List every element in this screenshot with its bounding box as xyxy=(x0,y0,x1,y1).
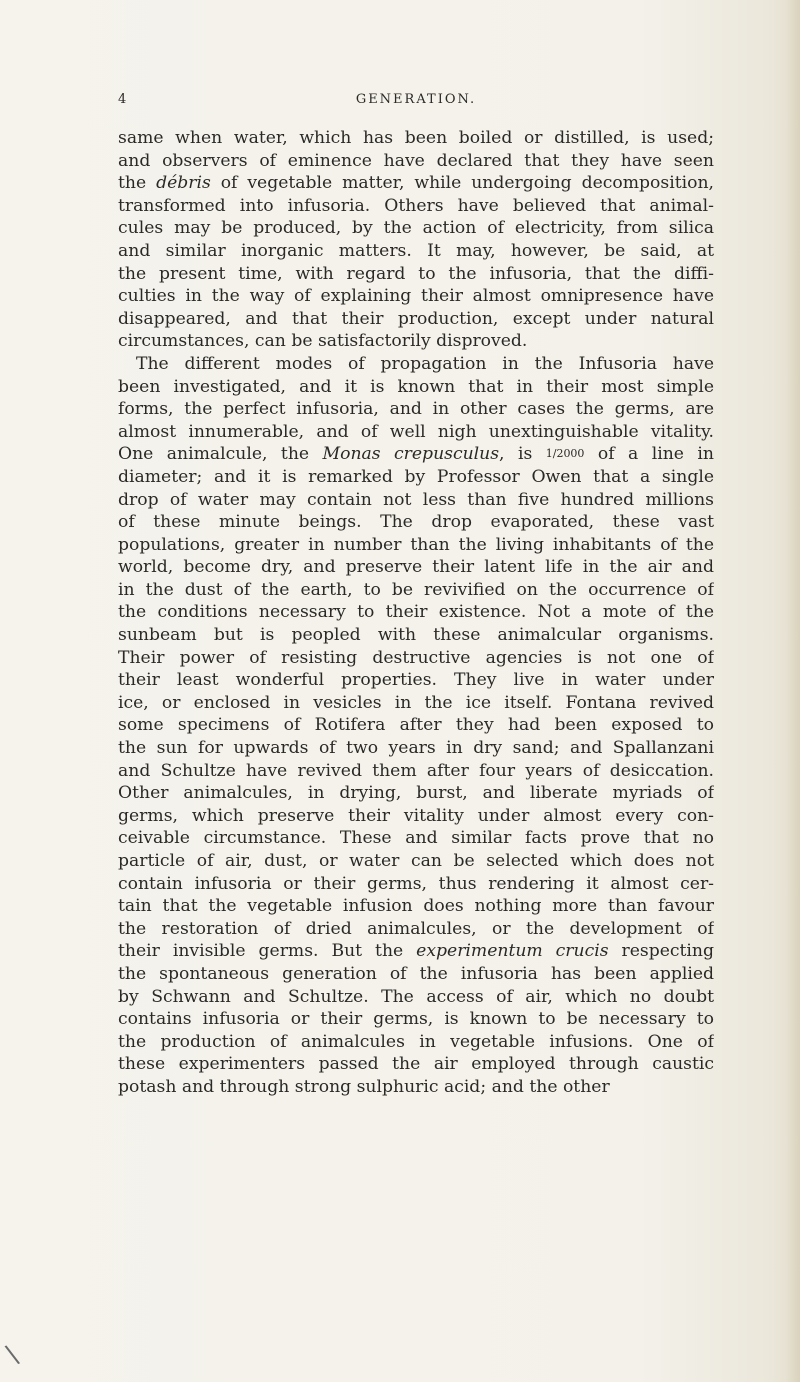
text-line: by Schwann and Schultze. The access of air, which no doubt xyxy=(118,986,714,1007)
text-line: potash and through strong sulphuric acid; and the other xyxy=(118,1076,610,1097)
text-line: some specimens of Rotifera after they had been exposed to xyxy=(118,715,714,736)
text-line: tain that the vegetable infusion does nothing more than favour xyxy=(118,896,714,917)
text-line: almost innumerable, and of well nigh unextinguishable vitality. xyxy=(118,421,714,442)
text-line: the débris of vegetable matter, while undergoing decomposition, xyxy=(118,173,714,194)
text-line: germs, which preserve their vitality under almost every con- xyxy=(118,805,714,826)
text-line: disappeared, and that their production, except under natural xyxy=(118,308,714,329)
text-line: culties in the way of explaining their almost omnipresence have xyxy=(118,286,714,307)
text-line: circumstances, can be satisfactorily disproved. xyxy=(118,331,528,352)
text-line: same when water, which has been boiled or distilled, is used; xyxy=(118,128,714,148)
text-line: cules may be produced, by the action of electricity, from silica xyxy=(118,218,714,239)
text-line: ceivable circumstance. These and similar facts prove that no xyxy=(118,828,714,849)
text-line: and observers of eminence have declared that they have seen xyxy=(118,150,714,171)
text-line: Their power of resisting destructive agencies is not one of xyxy=(118,647,714,668)
text-line: the spontaneous generation of the infusoria has been applied xyxy=(118,963,714,984)
text-line: in the dust of the earth, to be revivified on the occurrence of xyxy=(118,579,714,600)
page-edge-shadow xyxy=(786,0,800,1382)
text-line: The different modes of propagation in the Infusoria have xyxy=(136,353,714,374)
text-line: world, become dry, and preserve their latent life in the air and xyxy=(118,557,714,578)
text-line: forms, the perfect infusoria, and in other cases the germs, are xyxy=(118,399,714,420)
text-line: contain infusoria or their germs, thus rendering it almost cer- xyxy=(118,873,714,894)
text-line: their least wonderful properties. They live in water under xyxy=(118,670,714,691)
body-text xyxy=(118,127,714,1099)
page-header xyxy=(118,92,714,114)
text-line: these experimenters passed the air employed through caustic xyxy=(118,1054,714,1075)
page-number: 4 xyxy=(118,92,127,107)
text-line: the production of animalcules in vegetable infusions. One of xyxy=(118,1031,714,1052)
text-line: particle of air, dust, or water can be selected which does not xyxy=(118,851,714,871)
text-line: the restoration of dried animalcules, or the development of xyxy=(118,918,714,939)
text-line: populations, greater in number than the living inhabitants of the xyxy=(118,534,714,555)
text-line: Other animalcules, in drying, burst, and liberate myriads of xyxy=(118,783,714,804)
text-line: of these minute beings. The drop evaporated, these vast xyxy=(118,512,714,533)
running-head: GENERATION. xyxy=(355,92,477,107)
text-line: transformed into infusoria. Others have believed that animal- xyxy=(118,195,714,216)
text-line: diameter; and it is remarked by Professor Owen that a single xyxy=(118,466,714,487)
paragraph-1 xyxy=(118,127,714,353)
text-line: been investigated, and it is known that in their most simple xyxy=(118,376,714,397)
text-line: ice, or enclosed in vesicles in the ice itself. Fontana revived xyxy=(118,692,714,713)
text-line: One animalcule, the Monas crepusculus, is 1/2000 of a line in xyxy=(118,444,714,465)
margin-mark-icon: \ xyxy=(3,1339,22,1371)
text-line: and Schultze have revived them after four years of desiccation. xyxy=(118,760,714,781)
paragraph-2 xyxy=(118,353,714,1099)
text-line: the present time, with regard to the infusoria, that the diffi- xyxy=(118,263,714,284)
text-line: contains infusoria or their germs, is known to be necessary to xyxy=(118,1009,714,1030)
text-line: and similar inorganic matters. It may, however, be said, at xyxy=(118,240,714,261)
text-line: sunbeam but is peopled with these animalcular organisms. xyxy=(118,625,714,646)
text-line: drop of water may contain not less than five hundred millions xyxy=(118,489,714,510)
text-line: their invisible germs. But the experimentum crucis respecting xyxy=(118,941,714,962)
text-line: the conditions necessary to their existence. Not a mote of the xyxy=(118,602,714,623)
text-line: the sun for upwards of two years in dry sand; and Spallanzani xyxy=(118,738,714,759)
